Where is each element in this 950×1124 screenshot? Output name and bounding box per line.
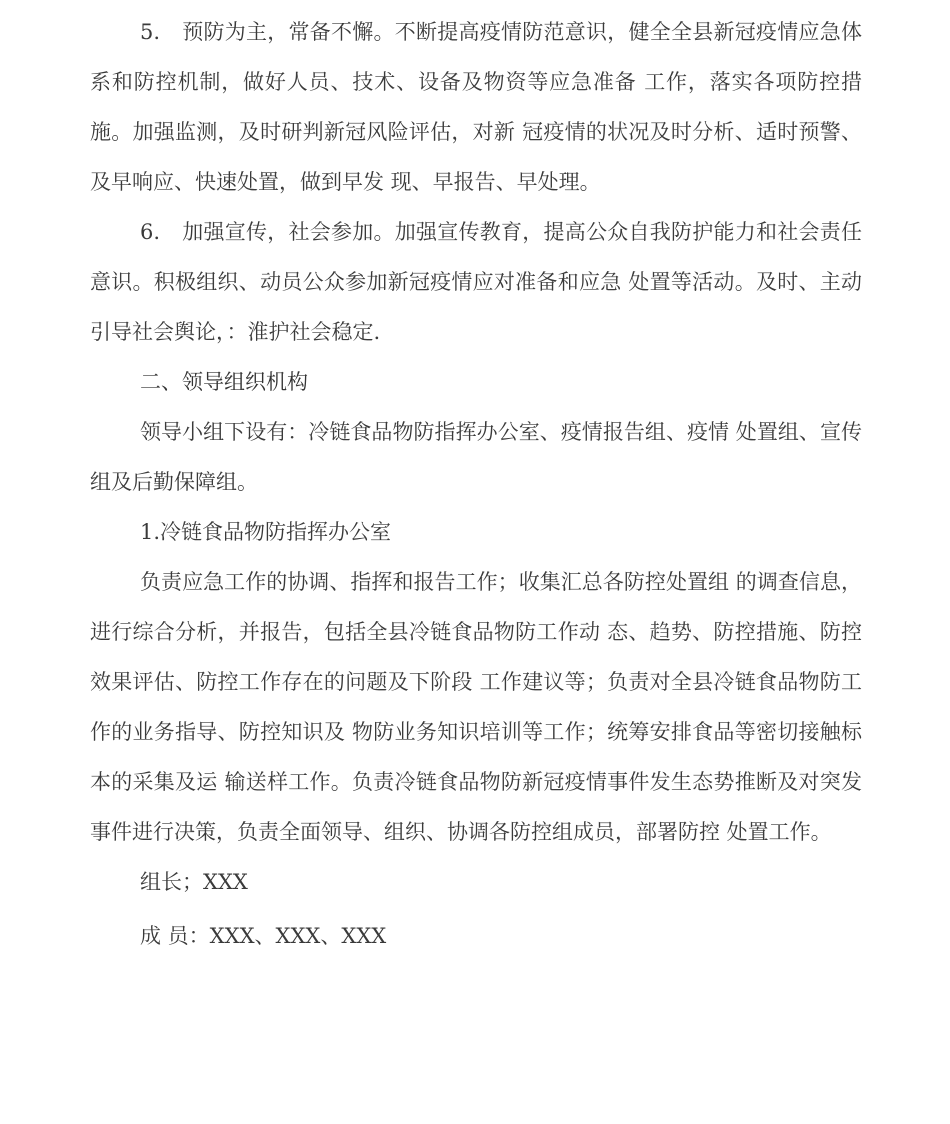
intro-paragraph: 领导小组下设有：冷链食品物防指挥办公室、疫情报告组、疫情 处置组、宣传组及后勤保障组。	[90, 420, 862, 494]
group-leader-line: 组长；XXX	[140, 870, 248, 894]
item-6-text: 加强宣传，社会参加。加强宣传教育，提高公众自我防护能力和社会责任意识。积极组织、动员公众参加新冠疫情应对准备和应急 处置等活动。及时、主动引导社会舆论，：淮护社会稳定.	[90, 220, 862, 344]
group-members-line: 成 员：XXX、XXX、XXX	[140, 924, 387, 948]
office-duties-paragraph: 负责应急工作的协调、指挥和报告工作；收集汇总各防控处置组 的调查信息，进行综合分析，并报告，包括全县冷链食品物防工作动 态、趋势、防控措施、防控效果评估、防控工作存在的问题及下阶段 工作建议等；负责对全县冷链食品物防工作的业务指导、防控知识及 物防业务知识培训等工作；统筹安排食品等密切接触标本的采集及运 输送样工作。负责冷链食品物防新冠疫情事件发生态势推断及对突发 事件进行决策，负责全面领导、组织、协调各防控组成员，部署防控 处置工作。	[90, 570, 862, 844]
subsection-title-office: 1.冷链食品物防指挥办公室	[140, 520, 392, 544]
item-6-number: 6.	[140, 220, 161, 244]
item-6-paragraph	[90, 207, 862, 357]
item-5-number: 5.	[140, 20, 161, 44]
item-5-text: 预防为主，常备不懈。不断提高疫情防范意识，健全全县新冠疫情应急体系和防控机制，做好人员、技术、设备及物资等应急准备 工作，落实各项防控措施。加强监测，及时研判新冠风险评估，对新 冠疫情的状况及时分析、适时预警、及早响应、快速处置，做到早发 现、早报告、早处理。	[90, 20, 862, 194]
item-5-paragraph	[90, 7, 862, 207]
document-page	[90, 7, 862, 951]
section-heading-leadership: 二、领导组织机构	[140, 370, 308, 394]
